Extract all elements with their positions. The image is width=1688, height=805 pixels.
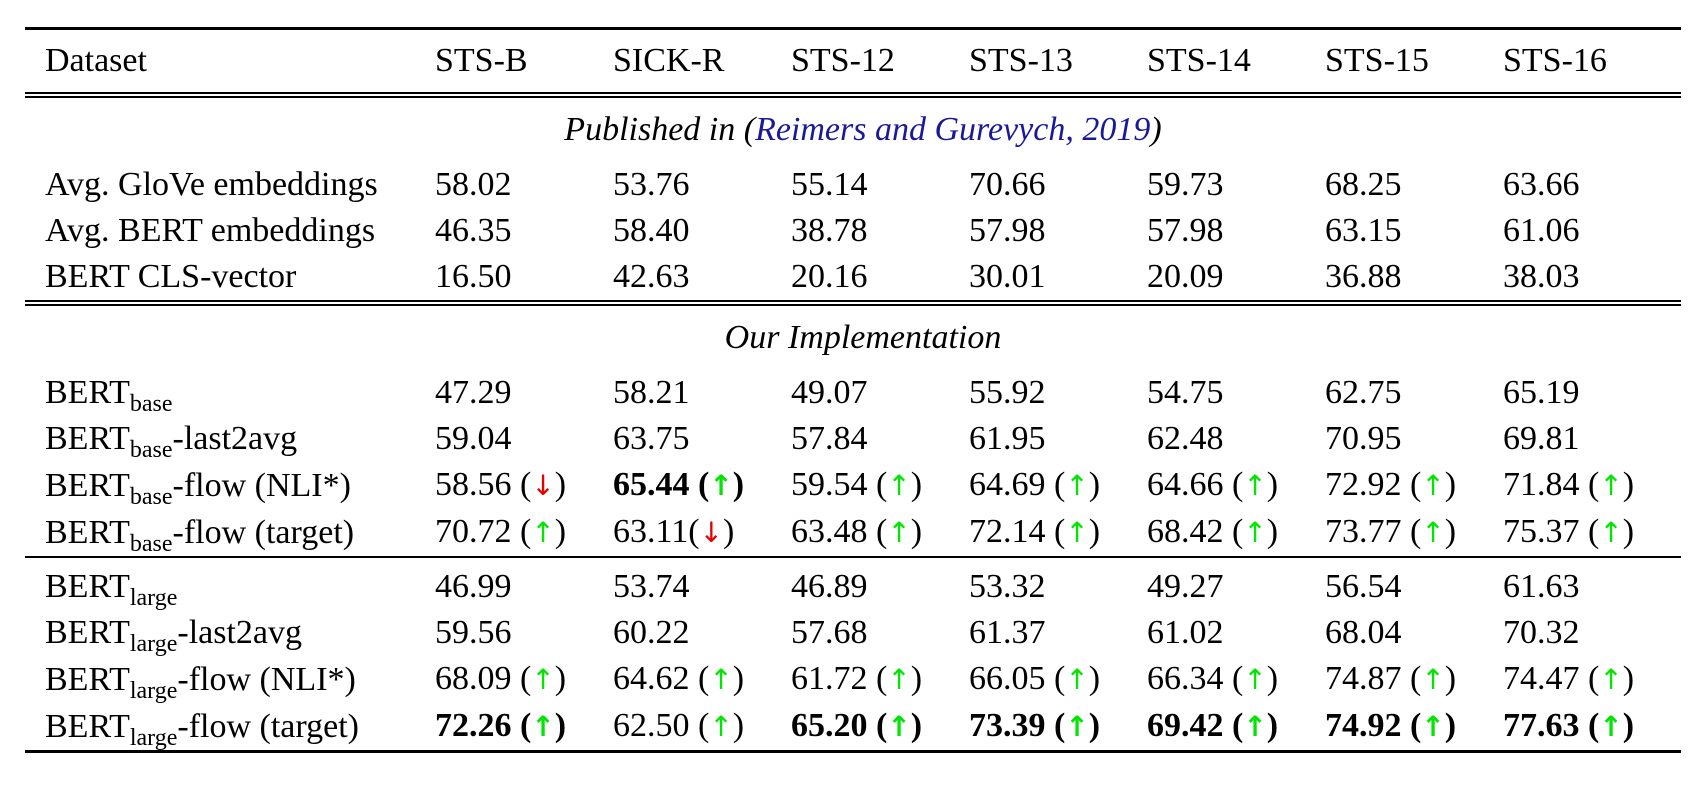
- row-label: [25, 462, 435, 509]
- table-cell: [613, 610, 791, 656]
- cell-value: 69.81: [1503, 420, 1580, 457]
- model-size: base: [129, 530, 173, 557]
- cell-open-paren: (: [1579, 660, 1600, 697]
- cell-value: 70.32: [1503, 614, 1580, 651]
- table-row: [25, 208, 1681, 254]
- arrow-up-icon: ↑: [709, 469, 733, 502]
- section-published-title: [25, 95, 1681, 156]
- table-cell: 57.98: [969, 212, 1046, 249]
- cell-value: 56.54: [1325, 568, 1402, 605]
- table-cell: 57.98: [1147, 212, 1224, 249]
- cell-value: 68.09: [435, 660, 512, 697]
- table-cell: [1325, 462, 1503, 509]
- table-cell: [435, 509, 613, 557]
- table-cell: [791, 703, 969, 752]
- table-cell: [1325, 703, 1503, 752]
- model-size: large: [129, 585, 178, 611]
- cell-open-paren: (: [867, 660, 888, 697]
- cell-close-paren: ): [554, 707, 567, 744]
- cell-value: 68.42: [1147, 513, 1224, 550]
- table-cell: [1147, 416, 1325, 462]
- table-cell: [791, 656, 969, 703]
- cell-close-paren: ): [554, 513, 567, 550]
- table-cell: 20.16: [791, 258, 868, 295]
- cell-value: 71.84: [1503, 466, 1580, 503]
- cell-value: 66.34: [1147, 660, 1224, 697]
- section-implementation-title: Our Implementation: [25, 303, 1681, 364]
- cell-open-paren: (: [1579, 513, 1600, 550]
- table-cell: [613, 364, 791, 416]
- cell-value: 63.48: [791, 513, 868, 550]
- table-cell: 59.73: [1147, 166, 1224, 203]
- table-cell: [435, 557, 613, 610]
- cell-value: 65.19: [1503, 374, 1580, 411]
- arrow-up-icon: ↑: [1599, 663, 1623, 696]
- model-size: base: [129, 483, 173, 510]
- cell-value: 53.74: [613, 568, 690, 605]
- cell-value: 49.07: [791, 374, 868, 411]
- cell-close-paren: ): [910, 660, 923, 697]
- row-label: Avg. GloVe embeddings: [45, 166, 378, 203]
- arrow-up-icon: ↑: [1243, 516, 1267, 549]
- table-row: [25, 557, 1681, 610]
- table-cell: 68.25: [1325, 166, 1402, 203]
- table-cell: [791, 462, 969, 509]
- table-cell: [1503, 656, 1681, 703]
- table-cell: [1325, 509, 1503, 557]
- cell-open-paren: (: [511, 707, 532, 744]
- cell-open-paren: (: [1045, 513, 1066, 550]
- table-row: [25, 416, 1681, 462]
- table-cell: [1503, 462, 1681, 509]
- results-table: [25, 27, 1681, 753]
- cell-open-paren: (: [1223, 466, 1244, 503]
- table-cell: [1147, 462, 1325, 509]
- row-label: BERT CLS-vector: [45, 258, 297, 295]
- cell-value: 72.92: [1325, 466, 1402, 503]
- cell-value: 73.39: [969, 707, 1046, 744]
- cell-value: 57.68: [791, 614, 868, 651]
- cell-value: 64.66: [1147, 466, 1224, 503]
- citation-link[interactable]: Reimers and Gurevych, 2019: [755, 111, 1151, 148]
- row-label: [25, 364, 435, 416]
- cell-value: 54.75: [1147, 374, 1224, 411]
- table-cell: 63.15: [1325, 212, 1402, 249]
- table-cell: [613, 509, 791, 557]
- model-variant: -flow (NLI*): [172, 466, 351, 504]
- table-cell: 36.88: [1325, 258, 1402, 295]
- cell-value: 70.72: [435, 513, 512, 550]
- table-cell: [435, 610, 613, 656]
- table-cell: 16.50: [435, 258, 512, 295]
- header-sick-r: SICK-R: [613, 29, 791, 96]
- cell-open-paren: (: [511, 466, 532, 503]
- table-cell: [1503, 557, 1681, 610]
- cell-value: 55.92: [969, 374, 1046, 411]
- arrow-up-icon: ↑: [1599, 469, 1623, 502]
- header-dataset: Dataset: [25, 29, 435, 96]
- arrow-up-icon: ↑: [1065, 663, 1089, 696]
- cell-close-paren: ): [1088, 707, 1101, 744]
- cell-close-paren: ): [1444, 466, 1457, 503]
- table-cell: [613, 462, 791, 509]
- arrow-up-icon: ↑: [1421, 469, 1445, 502]
- model-name: BERT: [45, 568, 130, 605]
- cell-open-paren: (: [511, 513, 532, 550]
- arrow-up-icon: ↑: [1421, 516, 1445, 549]
- cell-value: 59.54: [791, 466, 868, 503]
- table-row: [25, 703, 1681, 752]
- cell-value: 62.50: [613, 707, 690, 744]
- cell-close-paren: ): [910, 466, 923, 503]
- cell-close-paren: ): [554, 660, 567, 697]
- table-row: [25, 254, 1681, 303]
- table-cell: [1147, 557, 1325, 610]
- arrow-up-icon: ↑: [709, 663, 733, 696]
- table-cell: [791, 416, 969, 462]
- cell-value: 64.69: [969, 466, 1046, 503]
- table-cell: [613, 416, 791, 462]
- cell-value: 61.95: [969, 420, 1046, 457]
- table-cell: 38.78: [791, 212, 868, 249]
- cell-close-paren: ): [732, 707, 745, 744]
- table-cell: [969, 610, 1147, 656]
- cell-value: 62.48: [1147, 420, 1224, 457]
- table-cell: 70.66: [969, 166, 1046, 203]
- header-sts-15: STS-15: [1325, 29, 1503, 96]
- cell-close-paren: ): [1266, 466, 1279, 503]
- arrow-up-icon: ↑: [1599, 710, 1623, 743]
- table-cell: 55.14: [791, 166, 868, 203]
- arrow-up-icon: ↑: [1599, 516, 1623, 549]
- cell-open-paren: (: [1579, 466, 1600, 503]
- table-cell: [1147, 509, 1325, 557]
- model-variant: -last2avg: [172, 420, 298, 457]
- cell-close-paren: ): [1444, 660, 1457, 697]
- table-cell: 63.66: [1503, 166, 1580, 203]
- header-sts-13: STS-13: [969, 29, 1147, 96]
- table-cell: [1503, 703, 1681, 752]
- section-published-prefix: Published in (: [564, 111, 756, 148]
- table-cell: 58.02: [435, 166, 512, 203]
- cell-value: 46.99: [435, 568, 512, 605]
- cell-value: 75.37: [1503, 513, 1580, 550]
- table-cell: [969, 656, 1147, 703]
- arrow-up-icon: ↑: [1243, 663, 1267, 696]
- cell-close-paren: ): [910, 513, 923, 550]
- table-cell: 38.03: [1503, 258, 1580, 295]
- table-body: [25, 95, 1681, 752]
- table-row: [25, 509, 1681, 557]
- header-sts-14: STS-14: [1147, 29, 1325, 96]
- cell-value: 47.29: [435, 374, 512, 411]
- row-label: [25, 416, 435, 462]
- cell-open-paren: (: [688, 513, 700, 550]
- row-label: [25, 557, 435, 610]
- table-cell: 30.01: [969, 258, 1046, 295]
- cell-open-paren: (: [1579, 707, 1600, 744]
- cell-open-paren: (: [1045, 707, 1066, 744]
- table-cell: 53.76: [613, 166, 690, 203]
- table-cell: [1325, 364, 1503, 416]
- cell-close-paren: ): [910, 707, 923, 744]
- cell-open-paren: (: [1045, 660, 1066, 697]
- table-cell: [969, 703, 1147, 752]
- cell-value: 68.04: [1325, 614, 1402, 651]
- arrow-up-icon: ↑: [887, 469, 911, 502]
- table-cell: [791, 509, 969, 557]
- cell-value: 58.21: [613, 374, 690, 411]
- cell-open-paren: (: [1045, 466, 1066, 503]
- model-variant: -flow (target): [177, 707, 359, 745]
- cell-close-paren: ): [1266, 513, 1279, 550]
- model-size: large: [129, 677, 178, 704]
- cell-value: 61.72: [791, 660, 868, 697]
- table-cell: [1147, 364, 1325, 416]
- cell-value: 74.47: [1503, 660, 1580, 697]
- table-row: [25, 364, 1681, 416]
- cell-open-paren: (: [511, 660, 532, 697]
- cell-value: 70.95: [1325, 420, 1402, 457]
- table-cell: [1325, 416, 1503, 462]
- arrow-up-icon: ↑: [1421, 663, 1445, 696]
- arrow-up-icon: ↑: [1243, 469, 1267, 502]
- section-implementation-row: [25, 303, 1681, 364]
- arrow-up-icon: ↑: [887, 663, 911, 696]
- table-cell: [613, 703, 791, 752]
- table-cell: [613, 557, 791, 610]
- table-row: [25, 610, 1681, 656]
- table-cell: [1503, 364, 1681, 416]
- cell-value: 72.26: [435, 707, 512, 744]
- cell-close-paren: ): [1622, 707, 1635, 744]
- cell-value: 73.77: [1325, 513, 1402, 550]
- arrow-up-icon: ↑: [531, 516, 555, 549]
- section-published-suffix: ): [1150, 111, 1162, 148]
- cell-value: 49.27: [1147, 568, 1224, 605]
- cell-value: 62.75: [1325, 374, 1402, 411]
- cell-open-paren: (: [1401, 707, 1422, 744]
- table-cell: [969, 364, 1147, 416]
- cell-value: 61.02: [1147, 614, 1224, 651]
- cell-value: 46.89: [791, 568, 868, 605]
- cell-open-paren: (: [689, 466, 710, 503]
- model-size: large: [129, 724, 178, 751]
- table-cell: [969, 416, 1147, 462]
- header-sts-16: STS-16: [1503, 29, 1681, 96]
- arrow-up-icon: ↑: [531, 710, 555, 743]
- cell-open-paren: (: [689, 660, 710, 697]
- table-cell: [1503, 416, 1681, 462]
- cell-value: 74.87: [1325, 660, 1402, 697]
- section-published-row: [25, 95, 1681, 156]
- model-variant: -flow (NLI*): [177, 660, 356, 698]
- model-name: BERT: [45, 660, 130, 698]
- cell-value: 77.63: [1503, 707, 1580, 744]
- cell-value: 65.44: [613, 466, 690, 503]
- table-cell: [1325, 610, 1503, 656]
- table-cell: 20.09: [1147, 258, 1224, 295]
- table-cell: [435, 462, 613, 509]
- row-label: [25, 656, 435, 703]
- model-name: BERT: [45, 466, 130, 504]
- cell-open-paren: (: [1223, 513, 1244, 550]
- cell-close-paren: ): [732, 466, 745, 503]
- table-cell: 46.35: [435, 212, 512, 249]
- table-cell: 61.06: [1503, 212, 1580, 249]
- model-variant: -last2avg: [177, 614, 303, 651]
- table-cell: 58.40: [613, 212, 690, 249]
- cell-value: 74.92: [1325, 707, 1402, 744]
- arrow-up-icon: ↑: [1065, 710, 1089, 743]
- arrow-up-icon: ↑: [709, 710, 733, 743]
- table-cell: [435, 416, 613, 462]
- cell-close-paren: ): [723, 513, 735, 550]
- cell-close-paren: ): [732, 660, 745, 697]
- cell-value: 61.37: [969, 614, 1046, 651]
- cell-open-paren: (: [1401, 513, 1422, 550]
- header-sts-12: STS-12: [791, 29, 969, 96]
- model-size: base: [129, 391, 173, 417]
- table-cell: [969, 509, 1147, 557]
- arrow-up-icon: ↑: [531, 663, 555, 696]
- cell-value: 63.75: [613, 420, 690, 457]
- table-cell: [791, 610, 969, 656]
- cell-close-paren: ): [1088, 513, 1101, 550]
- cell-open-paren: (: [867, 513, 888, 550]
- arrow-up-icon: ↑: [887, 710, 911, 743]
- table-cell: [969, 462, 1147, 509]
- cell-close-paren: ): [1622, 466, 1635, 503]
- header-row: [25, 29, 1681, 96]
- cell-open-paren: (: [1223, 707, 1244, 744]
- model-size: large: [129, 631, 178, 657]
- cell-open-paren: (: [1401, 466, 1422, 503]
- table-cell: [435, 656, 613, 703]
- cell-close-paren: ): [1444, 707, 1457, 744]
- cell-open-paren: (: [1223, 660, 1244, 697]
- row-label: Avg. BERT embeddings: [45, 212, 376, 249]
- model-name: BERT: [45, 513, 130, 551]
- table-cell: [1325, 656, 1503, 703]
- cell-close-paren: ): [1622, 513, 1635, 550]
- cell-value: 57.84: [791, 420, 868, 457]
- cell-value: 59.04: [435, 420, 512, 457]
- table-cell: [435, 364, 613, 416]
- model-size: base: [129, 437, 173, 463]
- cell-value: 64.62: [613, 660, 690, 697]
- arrow-up-icon: ↑: [1421, 710, 1445, 743]
- row-label: [25, 610, 435, 656]
- cell-value: 65.20: [791, 707, 868, 744]
- table-cell: [435, 703, 613, 752]
- cell-close-paren: ): [1444, 513, 1457, 550]
- cell-value: 61.63: [1503, 568, 1580, 605]
- row-label: [25, 703, 435, 752]
- table-cell: [1147, 703, 1325, 752]
- table-row: [25, 462, 1681, 509]
- cell-open-paren: (: [867, 466, 888, 503]
- table-cell: [1325, 557, 1503, 610]
- model-name: BERT: [45, 374, 130, 411]
- header-sts-b: STS-B: [435, 29, 613, 96]
- table-cell: [969, 557, 1147, 610]
- cell-close-paren: ): [1266, 660, 1279, 697]
- arrow-up-icon: ↑: [887, 516, 911, 549]
- results-table-container: [25, 27, 1681, 753]
- table-row: [25, 656, 1681, 703]
- cell-close-paren: ): [1266, 707, 1279, 744]
- arrow-up-icon: ↑: [1065, 469, 1089, 502]
- cell-value: 63.11: [613, 513, 689, 550]
- arrow-up-icon: ↑: [1065, 516, 1089, 549]
- cell-close-paren: ): [1088, 466, 1101, 503]
- cell-close-paren: ): [1622, 660, 1635, 697]
- cell-close-paren: ): [1088, 660, 1101, 697]
- table-cell: 42.63: [613, 258, 690, 295]
- table-cell: [613, 656, 791, 703]
- model-name: BERT: [45, 614, 130, 651]
- arrow-up-icon: ↑: [1243, 710, 1267, 743]
- table-cell: [1503, 610, 1681, 656]
- cell-value: 59.56: [435, 614, 512, 651]
- cell-value: 58.56: [435, 466, 512, 503]
- model-name: BERT: [45, 707, 130, 745]
- cell-close-paren: ): [554, 466, 567, 503]
- cell-open-paren: (: [867, 707, 888, 744]
- model-variant: -flow (target): [172, 513, 355, 551]
- table-cell: [1147, 610, 1325, 656]
- table-cell: [791, 557, 969, 610]
- cell-open-paren: (: [689, 707, 710, 744]
- cell-value: 72.14: [969, 513, 1046, 550]
- cell-value: 69.42: [1147, 707, 1224, 744]
- table-row: [25, 156, 1681, 208]
- table-cell: [1147, 656, 1325, 703]
- cell-open-paren: (: [1401, 660, 1422, 697]
- cell-value: 60.22: [613, 614, 690, 651]
- table-cell: [1503, 509, 1681, 557]
- row-label: [25, 509, 435, 557]
- arrow-down-icon: ↓: [699, 516, 724, 549]
- model-name: BERT: [45, 420, 130, 457]
- table-cell: [791, 364, 969, 416]
- cell-value: 53.32: [969, 568, 1046, 605]
- cell-value: 66.05: [969, 660, 1046, 697]
- arrow-down-icon: ↓: [531, 469, 555, 502]
